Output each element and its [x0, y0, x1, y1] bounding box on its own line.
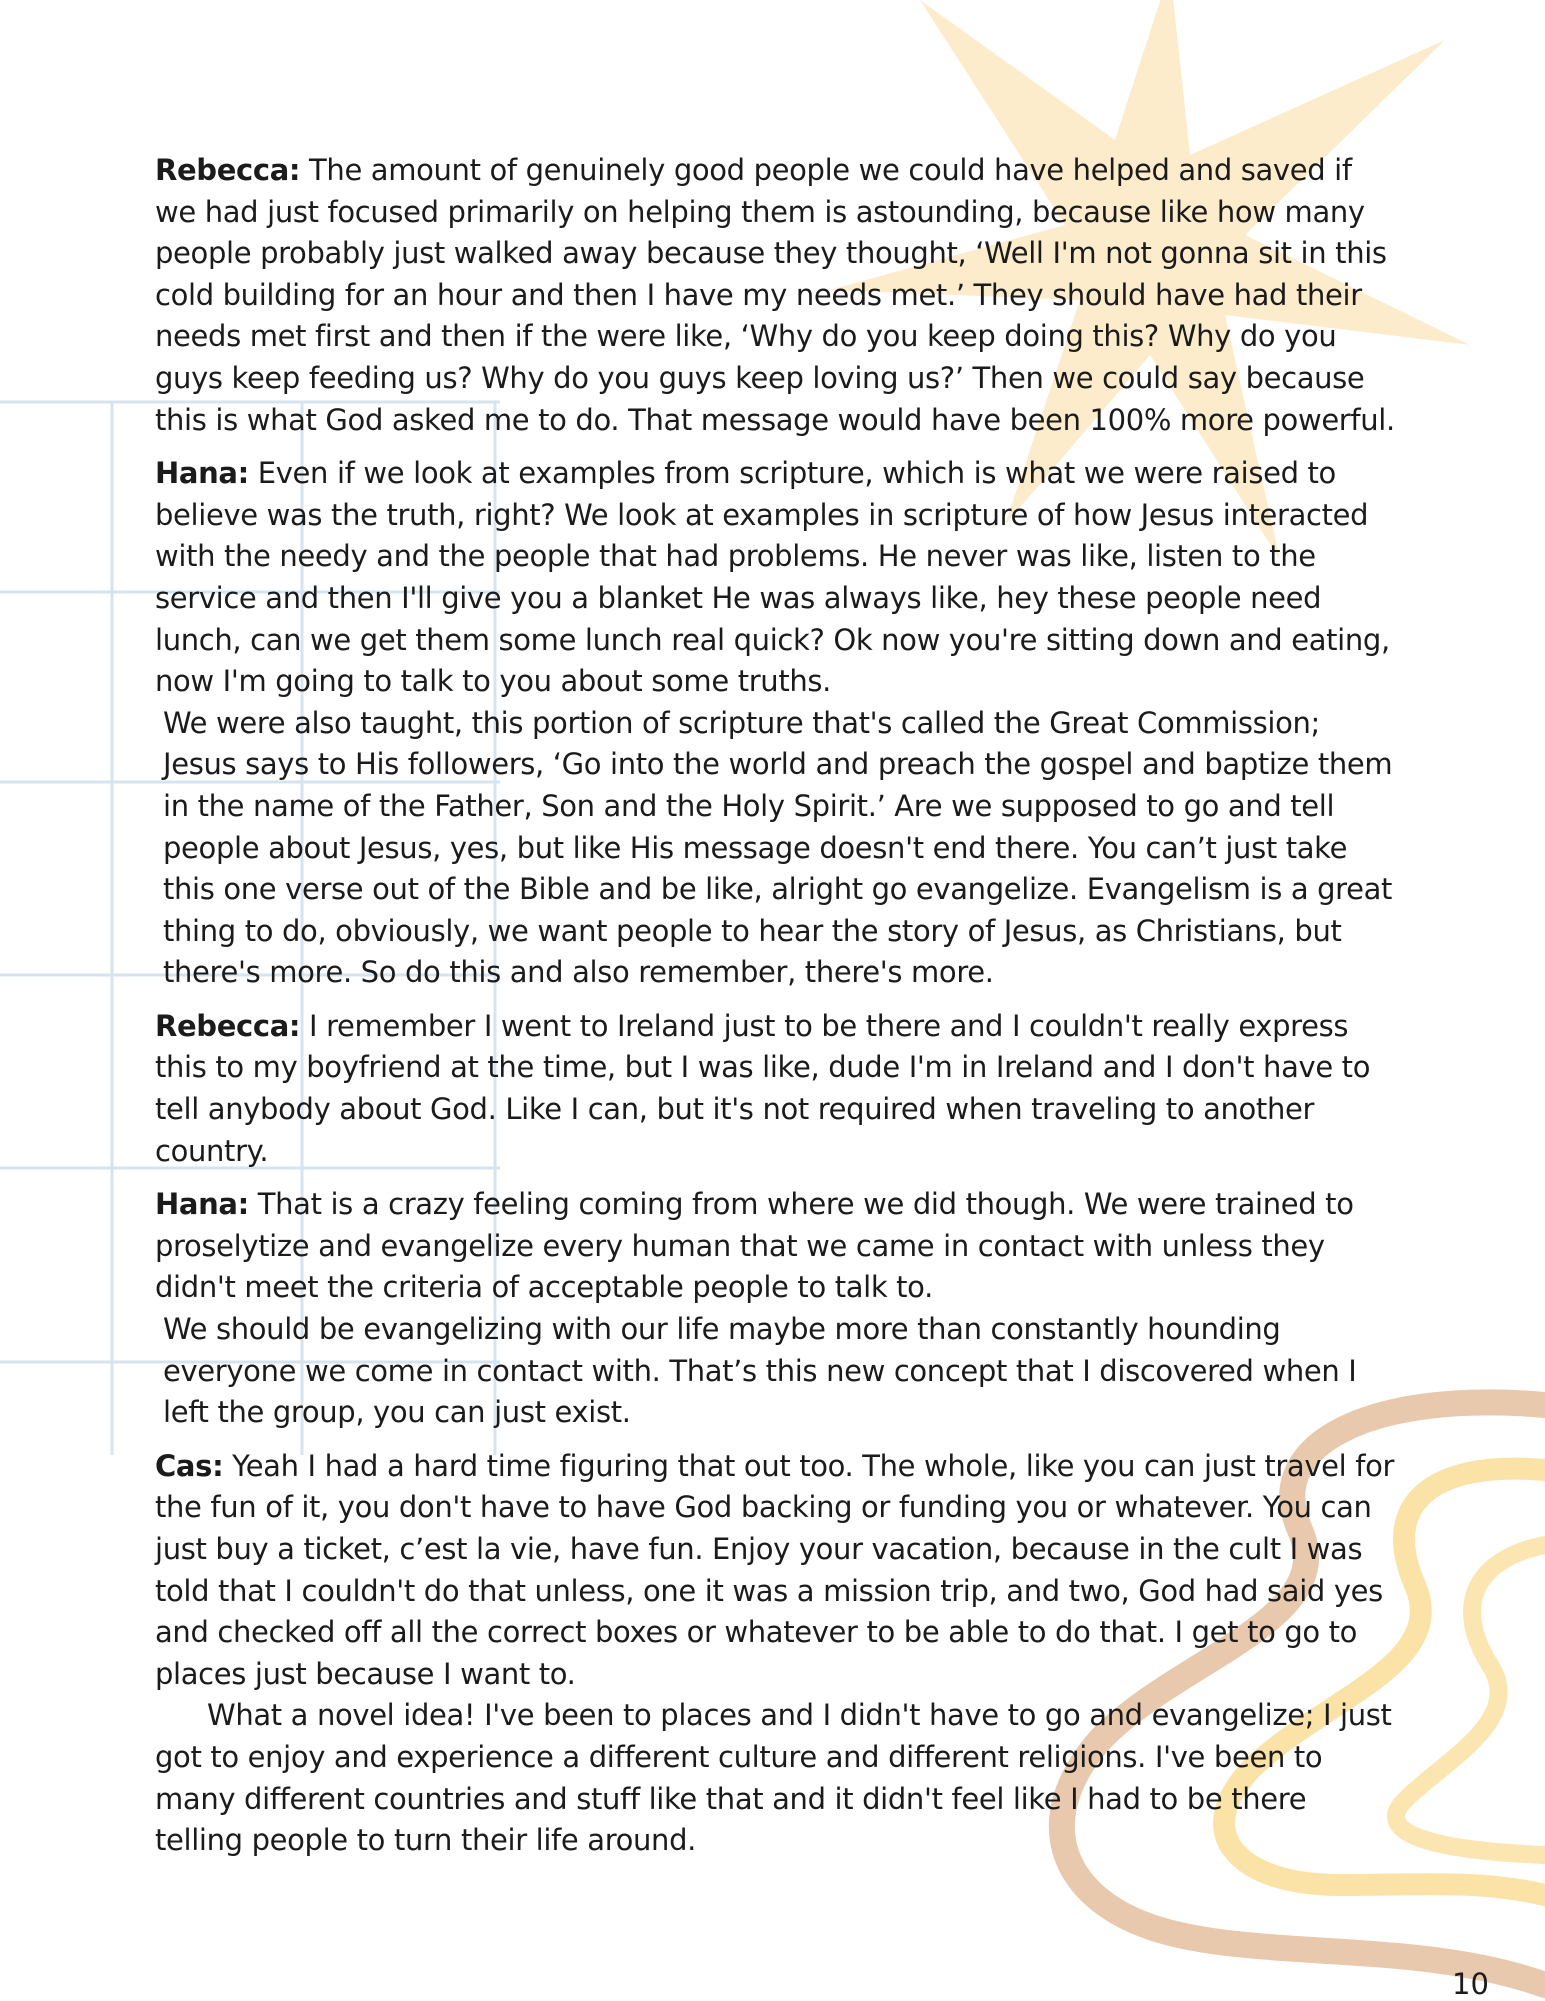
speaker-label: Hana: [155, 1187, 249, 1222]
paragraph-text: That is a crazy feeling coming from where we did though. We were trained to proselytize and evangelize every human that we came in contact with unless they didn't meet the criteria of acceptable people to talk to. [155, 1187, 1354, 1305]
paragraph-text: Even if we look at examples from scripture, which is what we were raised to believe was the truth, right? We look at examples in scripture of how Jesus interacted with the needy and the people that had problems. He never was like, listen to the service and then I'll give you a blanket He was always like, hey these people need lunch, can we get them some lunch real quick? Ok now you're sitting down and eating, now I'm going to talk to you about some truths. [155, 456, 1390, 699]
transcript-body [155, 150, 1400, 1874]
speaker-label: Rebecca: [155, 1008, 301, 1043]
paragraph-text: We were also taught, this portion of scripture that's called the Great Commission; Jesus says to His followers, ‘Go into the world and preach the gospel and baptize them in the name of the Father, Son and the Holy Spirit.’ Are we supposed to go and tell people about Jesus, yes, but like His message doesn't end there. You can’t just take this one verse out of the Bible and be like, alright go evangelize. Evangelism is a great thing to do, obviously, we want people to hear the story of Jesus, as Christians, but there's more. So do this and also remember, there's more. [163, 705, 1393, 990]
speaker-label: Rebecca: [155, 153, 301, 187]
paragraph-hana-2 [155, 1184, 1400, 1309]
paragraph-hana-1 [155, 453, 1400, 703]
paragraph-cas-1-continued [155, 1695, 1400, 1861]
speaker-label: Hana: [155, 456, 249, 491]
paragraph-text: The amount of genuinely good people we could have helped and saved if we had just focused primarily on helping them is astounding, because like how many people probably just walked away because they thought, ‘Well I'm not gonna sit in this cold building for an hour and then I have my needs met.’ They should have had their needs met first and then if the were like, ‘Why do you keep doing this? Why do you guys keep feeding us? Why do you guys keep loving us?’ Then we could say because this is what God asked me to do. That message would have been 100% more powerful. [155, 153, 1395, 437]
paragraph-text: What a novel idea! I've been to places and I didn't have to go and evangelize; I just got to enjoy and experience a different culture and different religions. I've been to many different countries and stuff like that and it didn't feel like I had to be there telling people to turn their life around. [155, 1698, 1392, 1858]
paragraph-rebecca-1 [155, 150, 1400, 441]
paragraph-hana-1-continued [155, 703, 1400, 994]
paragraph-cas-1 [155, 1446, 1400, 1696]
speaker-label: Cas: [155, 1448, 224, 1483]
paragraph-text: We should be evangelizing with our life maybe more than constantly hounding everyone we come in contact with. That’s this new concept that I discovered when I left the group, you can just exist. [163, 1312, 1357, 1430]
paragraph-hana-2-continued [155, 1309, 1400, 1434]
paragraph-rebecca-2 [155, 1006, 1400, 1172]
page-number: 10 [1452, 1967, 1489, 2001]
paragraph-text: I remember I went to Ireland just to be there and I couldn't really express this to my boyfriend at the time, but I was like, dude I'm in Ireland and I don't have to tell anybody about God. Like I can, but it's not required when traveling to another country. [155, 1008, 1371, 1168]
paragraph-text: Yeah I had a hard time figuring that out too. The whole, like you can just travel for the fun of it, you don't have to have God backing or funding you or whatever. You can just buy a ticket, c’est la vie, have fun. Enjoy your vacation, because in the cult I was told that I couldn't do that unless, one it was a mission trip, and two, God had said yes and checked off all the correct boxes or whatever to be able to do that. I get to go to places just because I want to. [155, 1448, 1395, 1691]
